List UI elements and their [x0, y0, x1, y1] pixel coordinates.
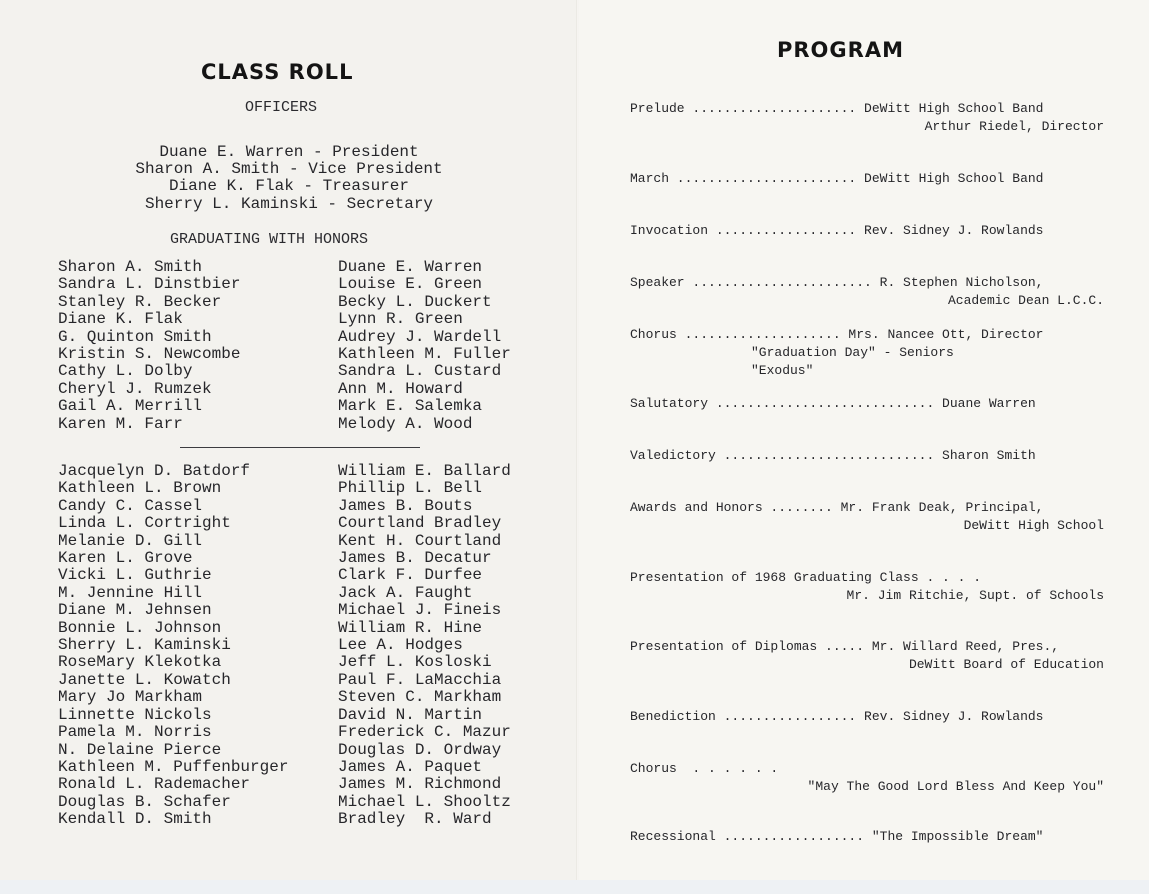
graduate-name: Vicki L. Guthrie	[58, 566, 212, 585]
graduate-name: James M. Richmond	[338, 775, 502, 794]
graduate-name: N. Delaine Pierce	[58, 740, 222, 759]
program-item-detail: "Exodus"	[751, 363, 814, 378]
program-item-detail: "Graduation Day" - Seniors	[751, 345, 954, 360]
graduate-name: Karen L. Grove	[58, 549, 193, 568]
graduate-name: Diane M. Jehnsen	[58, 601, 212, 620]
graduate-name: Kristin S. Newcombe	[58, 345, 241, 364]
graduate-name: Lynn R. Green	[338, 310, 463, 329]
program-item-line: Recessional .................. "The Impossible Dream"	[630, 829, 1044, 844]
graduate-name: Jeff L. Kosloski	[338, 653, 492, 672]
program-item-line: Presentation of Diplomas ..... Mr. Willard Reed, Pres.,	[630, 639, 1060, 654]
graduates-list-right	[338, 463, 511, 829]
graduate-name: Ann M. Howard	[338, 379, 463, 398]
graduate-name: Kathleen M. Fuller	[338, 345, 511, 364]
graduate-name: Linda L. Cortright	[58, 514, 231, 533]
graduate-name: Jacquelyn D. Batdorf	[58, 462, 251, 480]
graduate-name: Kendall D. Smith	[58, 810, 212, 829]
graduate-name: Becky L. Duckert	[338, 292, 492, 311]
graduate-name: Cathy L. Dolby	[58, 362, 193, 381]
graduate-name: RoseMary Klekotka	[58, 653, 222, 672]
graduate-name: William E. Ballard	[338, 462, 511, 480]
graduate-name: Janette L. Kowatch	[58, 670, 231, 689]
graduate-name: Frederick C. Mazur	[338, 723, 511, 742]
program-item-detail: Arthur Riedel, Director	[924, 119, 1104, 134]
graduate-name: Courtland Bradley	[338, 514, 502, 533]
graduate-name: Sharon A. Smith	[58, 258, 203, 276]
honors-list-right	[338, 259, 511, 433]
graduate-name: William R. Hine	[338, 618, 483, 637]
program-item-detail: Academic Dean L.C.C.	[947, 293, 1104, 308]
graduate-name: Melody A. Wood	[338, 414, 473, 433]
graduate-name: James A. Paquet	[338, 757, 483, 776]
graduate-name: Audrey J. Wardell	[338, 327, 502, 346]
graduate-name: Duane E. Warren	[338, 258, 483, 276]
officer-line: Sharon A. Smith - Vice President	[135, 160, 443, 178]
program-page	[579, 0, 1149, 880]
class-roll-page	[0, 0, 578, 880]
program-item-line: Chorus . . . . . .	[630, 761, 779, 776]
honors-list-left	[58, 259, 240, 433]
graduate-name: Candy C. Cassel	[58, 496, 203, 515]
officer-line: Duane E. Warren - President	[159, 143, 419, 161]
graduate-name: Clark F. Durfee	[338, 566, 483, 585]
program-title: PROGRAM	[777, 38, 904, 62]
program-item-line: March ....................... DeWitt High School Band	[630, 171, 1044, 186]
graduate-name: M. Jennine Hill	[58, 583, 203, 602]
graduate-name: Jack A. Faught	[338, 583, 473, 602]
graduate-name: Sandra L. Custard	[338, 362, 502, 381]
graduate-name: Pamela M. Norris	[58, 723, 212, 742]
officer-line: Diane K. Flak - Treasurer	[168, 177, 410, 195]
graduate-name: Gail A. Merrill	[58, 397, 203, 416]
graduate-name: Michael J. Fineis	[338, 601, 502, 620]
program-item-line: Presentation of 1968 Graduating Class . . . .	[630, 570, 982, 585]
program-item-line: Awards and Honors ........ Mr. Frank Deak, Principal,	[630, 500, 1044, 515]
program-item-line: Prelude ..................... DeWitt High School Band	[630, 101, 1044, 116]
program-item-line: Salutatory ............................ Duane Warren	[630, 396, 1036, 411]
honors-heading: GRADUATING WITH HONORS	[170, 231, 369, 248]
graduate-name: Michael L. Shooltz	[338, 792, 511, 811]
graduate-name: James B. Decatur	[338, 549, 492, 568]
page-edge	[0, 880, 1149, 894]
graduate-name: Douglas D. Ordway	[338, 740, 502, 759]
graduate-name: Steven C. Markham	[338, 688, 502, 707]
graduate-name: David N. Martin	[338, 705, 483, 724]
program-item-detail: Mr. Jim Ritchie, Supt. of Schools	[846, 588, 1104, 603]
program-item-detail: DeWitt High School	[963, 518, 1104, 533]
program-item-line: Benediction ................. Rev. Sidney J. Rowlands	[630, 709, 1044, 724]
graduate-name: Melanie D. Gill	[58, 531, 203, 550]
graduate-name: Mark E. Salemka	[338, 397, 483, 416]
graduate-name: Louise E. Green	[338, 275, 483, 294]
program-item-line: Chorus .................... Mrs. Nancee Ott, Director	[630, 327, 1044, 342]
graduate-name: Cheryl J. Rumzek	[58, 379, 212, 398]
graduate-name: Kathleen M. Puffenburger	[58, 757, 289, 776]
officer-line: Sherry L. Kaminski - Secretary	[144, 195, 434, 213]
graduate-name: Lee A. Hodges	[338, 636, 463, 655]
program-item-line: Invocation .................. Rev. Sidney J. Rowlands	[630, 223, 1044, 238]
graduate-name: Linnette Nickols	[58, 705, 212, 724]
graduate-name: Phillip L. Bell	[338, 479, 483, 498]
graduate-name: Kathleen L. Brown	[58, 479, 222, 498]
graduate-name: Sherry L. Kaminski	[58, 636, 231, 655]
class-roll-title: CLASS ROLL	[201, 60, 354, 84]
graduate-name: Douglas B. Schafer	[58, 792, 231, 811]
graduate-name: Bonnie L. Johnson	[58, 618, 222, 637]
program-item-detail: "May The Good Lord Bless And Keep You"	[807, 779, 1104, 794]
program-item-line: Speaker ....................... R. Stephen Nicholson,	[630, 275, 1044, 290]
graduate-name: Kent H. Courtland	[338, 531, 502, 550]
graduate-name: Paul F. LaMacchia	[338, 670, 502, 689]
graduate-name: G. Quinton Smith	[58, 327, 212, 346]
graduate-name: Ronald L. Rademacher	[58, 775, 251, 794]
graduate-name: Diane K. Flak	[58, 310, 183, 329]
program-item-line: Valedictory ........................... Sharon Smith	[630, 448, 1036, 463]
graduate-name: James B. Bouts	[338, 496, 473, 515]
program-item-detail: DeWitt Board of Education	[908, 657, 1104, 672]
officers-heading: OFFICERS	[245, 99, 318, 116]
graduate-name: Mary Jo Markham	[58, 688, 203, 707]
graduate-name: Stanley R. Becker	[58, 292, 222, 311]
graduate-name: Sandra L. Dinstbier	[58, 275, 241, 294]
section-divider	[180, 447, 420, 448]
graduate-name: Bradley R. Ward	[338, 810, 492, 829]
graduate-name: Karen M. Farr	[58, 414, 183, 433]
graduates-list-left	[58, 463, 288, 829]
